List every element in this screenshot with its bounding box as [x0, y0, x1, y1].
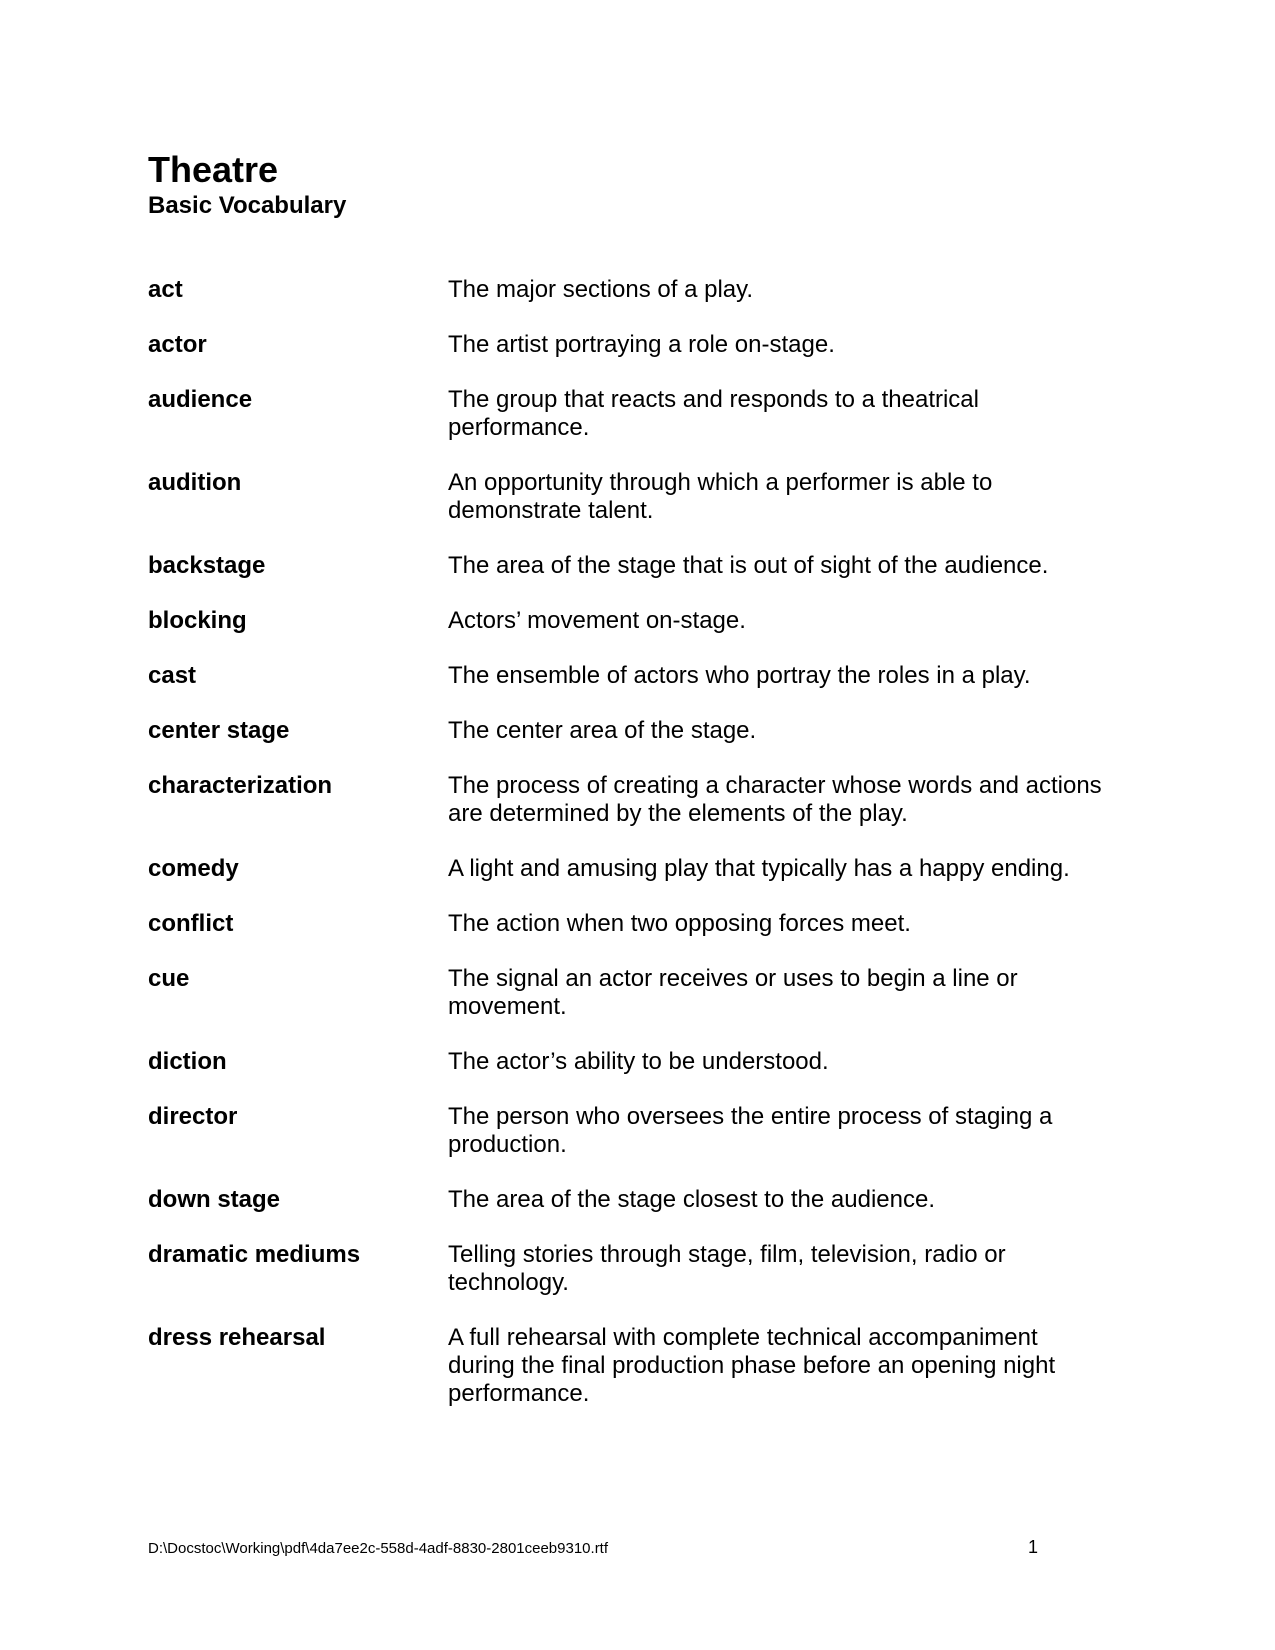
vocab-entry-cast: [148, 662, 1128, 690]
vocab-term: audition: [148, 469, 242, 496]
vocab-term: center stage: [148, 717, 290, 744]
vocab-definition: The action when two opposing forces meet.: [448, 910, 911, 937]
vocab-entry-actor: [148, 331, 1128, 359]
vocab-term: dramatic mediums: [148, 1241, 361, 1268]
vocab-term: act: [148, 276, 183, 303]
vocab-term: cast: [148, 662, 197, 689]
vocab-entry-audience: [148, 386, 1128, 442]
vocab-entry-act: [148, 276, 1128, 304]
vocab-entry-backstage: [148, 552, 1128, 580]
vocab-definition: An opportunity through which a performer is able to demonstrate talent.: [448, 469, 993, 524]
vocab-entry-audition: [148, 469, 1128, 525]
vocab-term: backstage: [148, 552, 266, 579]
vocab-entry-characterization: [148, 772, 1128, 828]
vocab-term: blocking: [148, 607, 247, 634]
vocab-definition: A full rehearsal with complete technical accompaniment during the final production phase before an opening night performance.: [448, 1324, 1056, 1407]
vocab-definition: Telling stories through stage, film, television, radio or technology.: [448, 1241, 1006, 1296]
vocab-entry-dramatic-mediums: [148, 1241, 1128, 1297]
vocab-term: diction: [148, 1048, 227, 1075]
footer-page-number: 1: [1028, 1537, 1039, 1557]
vocab-term: dress rehearsal: [148, 1324, 326, 1351]
vocab-definition: The center area of the stage.: [448, 717, 757, 744]
page-title: Theatre: [148, 149, 279, 190]
vocab-term: audience: [148, 386, 253, 413]
vocab-definition: The area of the stage closest to the audience.: [448, 1186, 935, 1213]
vocab-entry-down-stage: [148, 1186, 1128, 1214]
vocab-definition: The group that reacts and responds to a theatrical performance.: [448, 386, 979, 441]
vocab-term: comedy: [148, 855, 239, 882]
vocab-term: actor: [148, 331, 207, 358]
vocab-definition: The actor’s ability to be understood.: [448, 1048, 829, 1075]
vocabulary-list: [148, 276, 1128, 1408]
vocab-entry-conflict: [148, 910, 1128, 938]
vocab-entry-center-stage: [148, 717, 1128, 745]
page-subtitle: Basic Vocabulary: [148, 192, 347, 219]
vocab-entry-director: [148, 1103, 1128, 1159]
vocab-term: characterization: [148, 772, 333, 799]
vocab-term: cue: [148, 965, 190, 992]
vocab-definition: The major sections of a play.: [448, 276, 754, 303]
vocab-term: down stage: [148, 1186, 281, 1213]
vocab-definition: The area of the stage that is out of sight of the audience.: [448, 552, 1049, 579]
vocab-term: director: [148, 1103, 238, 1130]
footer-file-path: D:\Docstoc\Working\pdf\4da7ee2c-558d-4adf-8830-2801ceeb9310.rtf: [148, 1540, 609, 1557]
vocab-definition: The ensemble of actors who portray the roles in a play.: [448, 662, 1031, 689]
vocab-entry-dress-rehearsal: [148, 1324, 1128, 1408]
vocab-entry-blocking: [148, 607, 1128, 635]
vocab-entry-cue: [148, 965, 1128, 1021]
vocab-entry-comedy: [148, 855, 1128, 883]
vocab-definition: The artist portraying a role on-stage.: [448, 331, 835, 358]
vocab-definition: Actors’ movement on-stage.: [448, 607, 746, 634]
vocab-definition: The signal an actor receives or uses to begin a line or movement.: [448, 965, 1018, 1020]
vocab-definition: A light and amusing play that typically has a happy ending.: [448, 855, 1070, 882]
vocab-term: conflict: [148, 910, 234, 937]
vocab-definition: The process of creating a character whose words and actions are determined by the elements of the play.: [448, 772, 1102, 827]
vocab-definition: The person who oversees the entire process of staging a production.: [448, 1103, 1053, 1158]
vocab-entry-diction: [148, 1048, 1128, 1076]
